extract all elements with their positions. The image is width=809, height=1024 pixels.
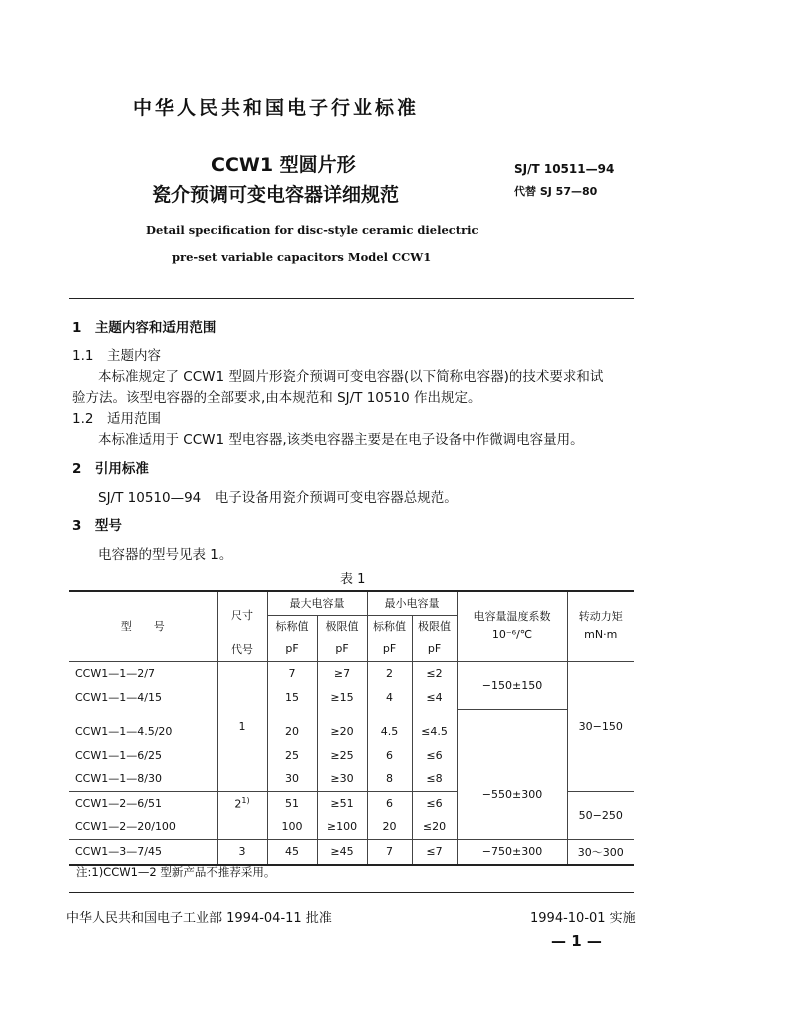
page-number: — 1 — bbox=[551, 932, 602, 950]
org-title: 中华人民共和国电子行业标准 bbox=[133, 97, 420, 119]
min-nominal-cell: 7 bbox=[367, 839, 412, 865]
header-min-nominal: 标称值 bbox=[367, 615, 412, 637]
std-number: SJ/T 10511—94 bbox=[514, 162, 615, 176]
min-limit-cell: ≤7 bbox=[412, 839, 457, 865]
max-limit-cell: ≥20 bbox=[317, 719, 367, 743]
title-en-line1: Detail specification for disc-style ceramic dielectric bbox=[146, 223, 479, 237]
min-limit-cell: ≤4.5 bbox=[412, 719, 457, 743]
replaces-std: 代替 SJ 57—80 bbox=[514, 185, 598, 198]
header-divider bbox=[69, 298, 634, 299]
implementation-date: 1994-10-01 实施 bbox=[530, 911, 636, 926]
header-max-capacitance: 最大电容量 bbox=[267, 591, 367, 615]
max-nominal-cell: 45 bbox=[267, 839, 317, 865]
temp-coef-cell: −750±300 bbox=[457, 839, 567, 865]
max-nominal-cell: 7 bbox=[267, 661, 317, 685]
min-limit-cell: ≤2 bbox=[412, 661, 457, 685]
min-limit-cell: ≤6 bbox=[412, 791, 457, 815]
header-temp-coef-line2: 10⁻⁶/℃ bbox=[491, 628, 533, 642]
header-torque-line2: mN·m bbox=[584, 628, 618, 642]
section-1-2-heading: 1.2 适用范围 bbox=[72, 411, 161, 427]
title-zh-line1: CCW1 型圆片形 bbox=[211, 154, 356, 176]
header-max-nominal-unit: pF bbox=[267, 637, 317, 661]
section-1-heading: 1 主题内容和适用范围 bbox=[72, 320, 217, 336]
header-torque-line1: 转动力矩 bbox=[578, 610, 623, 624]
temp-coef-cell: −550±300 bbox=[457, 709, 567, 839]
section-3-text: 电容器的型号见表 1。 bbox=[98, 547, 233, 563]
header-max-limit: 极限值 bbox=[317, 615, 367, 637]
model-cell: CCW1—1—6/25 bbox=[69, 743, 217, 767]
model-cell: CCW1—1—2/7 bbox=[69, 661, 217, 685]
max-nominal-cell: 20 bbox=[267, 719, 317, 743]
min-limit-cell: ≤8 bbox=[412, 767, 457, 791]
section-2-text: SJ/T 10510—94 电子设备用瓷介预调可变电容器总规范。 bbox=[98, 490, 458, 506]
header-max-nominal: 标称值 bbox=[267, 615, 317, 637]
header-min-nominal-unit: pF bbox=[367, 637, 412, 661]
header-size-line2: 代号 bbox=[217, 637, 267, 661]
size-code-cell bbox=[217, 791, 267, 815]
min-nominal-cell: 8 bbox=[367, 767, 412, 791]
max-limit-cell: ≥100 bbox=[317, 815, 367, 839]
footnote-marker: 1) bbox=[241, 795, 250, 805]
section-3-heading: 3 型号 bbox=[72, 518, 122, 534]
max-nominal-cell: 15 bbox=[267, 685, 317, 709]
table-row bbox=[69, 661, 634, 685]
header-max-limit-unit: pF bbox=[317, 637, 367, 661]
max-nominal-cell: 51 bbox=[267, 791, 317, 815]
title-en-line2: pre-set variable capacitors Model CCW1 bbox=[172, 250, 432, 264]
model-cell: CCW1—2—6/51 bbox=[69, 791, 217, 815]
torque-cell: 50−250 bbox=[567, 791, 634, 839]
max-nominal-cell: 30 bbox=[267, 767, 317, 791]
approval-line: 中华人民共和国电子工业部 1994-04-11 批准 bbox=[66, 911, 332, 926]
min-nominal-cell: 2 bbox=[367, 661, 412, 685]
min-limit-cell: ≤6 bbox=[412, 743, 457, 767]
torque-cell: 30～300 bbox=[567, 839, 634, 865]
header-temp-coef-line1: 电容量温度系数 bbox=[473, 610, 551, 624]
min-nominal-cell: 4.5 bbox=[367, 719, 412, 743]
size-code-cell: 3 bbox=[217, 839, 267, 865]
max-limit-cell: ≥30 bbox=[317, 767, 367, 791]
header-torque bbox=[567, 591, 634, 661]
capacitor-spec-table bbox=[69, 590, 634, 866]
table-row bbox=[69, 839, 634, 865]
model-cell: CCW1—2—20/100 bbox=[69, 815, 217, 839]
section-1-1-text-line2: 验方法。该型电容器的全部要求,由本规范和 SJ/T 10510 作出规定。 bbox=[72, 390, 482, 406]
model-cell: CCW1—1—8/30 bbox=[69, 767, 217, 791]
max-limit-cell: ≥15 bbox=[317, 685, 367, 709]
footer-divider bbox=[69, 892, 634, 893]
max-limit-cell: ≥51 bbox=[317, 791, 367, 815]
header-size-line1: 尺寸 bbox=[217, 591, 267, 637]
header-model: 型 号 bbox=[69, 591, 217, 661]
title-zh-line2: 瓷介预调可变电容器详细规范 bbox=[152, 184, 400, 206]
torque-cell: 30−150 bbox=[567, 661, 634, 791]
max-limit-cell: ≥45 bbox=[317, 839, 367, 865]
min-nominal-cell: 6 bbox=[367, 743, 412, 767]
min-limit-cell: ≤4 bbox=[412, 685, 457, 709]
max-nominal-cell: 25 bbox=[267, 743, 317, 767]
section-1-2-text: 本标准适用于 CCW1 型电容器,该类电容器主要是在电子设备中作微调电容量用。 bbox=[98, 432, 584, 448]
min-nominal-cell: 4 bbox=[367, 685, 412, 709]
min-nominal-cell: 20 bbox=[367, 815, 412, 839]
section-2-heading: 2 引用标准 bbox=[72, 461, 149, 477]
header-min-limit-unit: pF bbox=[412, 637, 457, 661]
temp-coef-cell: −150±150 bbox=[457, 661, 567, 709]
section-1-1-heading: 1.1 主题内容 bbox=[72, 348, 161, 364]
size-code-value: 2 bbox=[234, 797, 242, 811]
max-nominal-cell: 100 bbox=[267, 815, 317, 839]
model-cell: CCW1—1—4.5/20 bbox=[69, 719, 217, 743]
header-min-limit: 极限值 bbox=[412, 615, 457, 637]
section-1-1-text-line1: 本标准规定了 CCW1 型圆片形瓷介预调可变电容器(以下简称电容器)的技术要求和试 bbox=[98, 369, 604, 385]
min-nominal-cell: 6 bbox=[367, 791, 412, 815]
table-note: 注:1)CCW1—2 型新产品不推荐采用。 bbox=[76, 865, 276, 879]
header-temp-coefficient bbox=[457, 591, 567, 661]
header-min-capacitance: 最小电容量 bbox=[367, 591, 457, 615]
table-caption: 表 1 bbox=[340, 572, 366, 587]
model-cell: CCW1—1—4/15 bbox=[69, 685, 217, 709]
min-limit-cell: ≤20 bbox=[412, 815, 457, 839]
model-cell: CCW1—3—7/45 bbox=[69, 839, 217, 865]
max-limit-cell: ≥7 bbox=[317, 661, 367, 685]
max-limit-cell: ≥25 bbox=[317, 743, 367, 767]
size-code-cell: 1 bbox=[217, 661, 267, 791]
